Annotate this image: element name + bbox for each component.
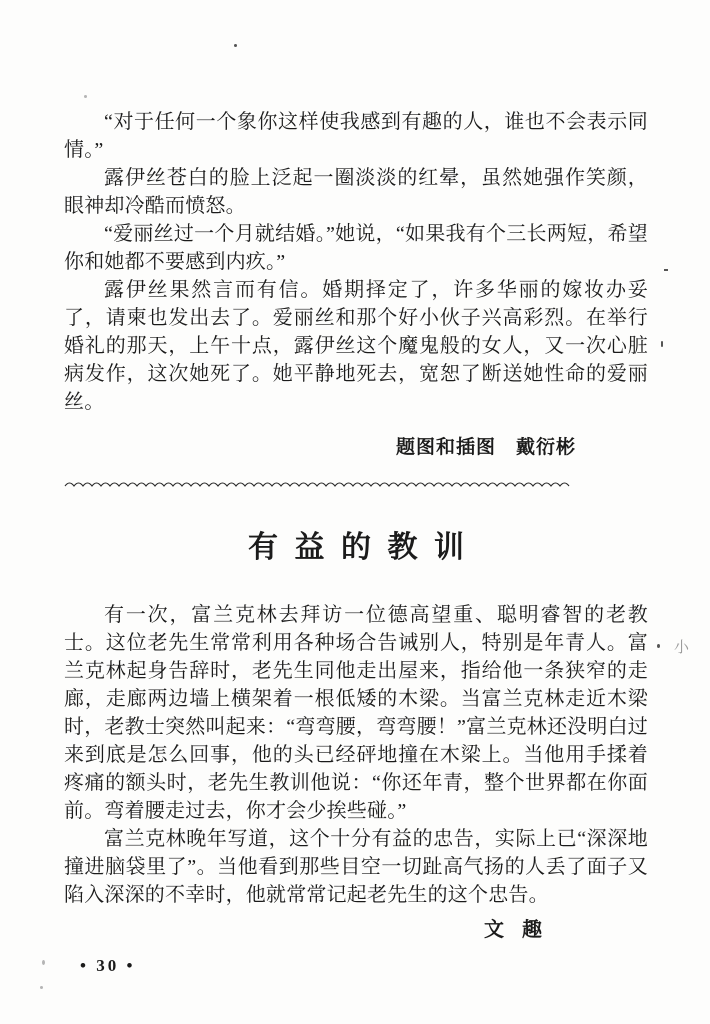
section-divider: [64, 477, 578, 489]
scan-speck: [234, 44, 237, 47]
story-ending-section: [64, 0, 648, 459]
page-number: • 30 •: [80, 956, 136, 975]
paragraph: “爱丽丝过一个月就结婚。”她说，“如果我有个三长两短，希望你和她都不要感到内疚。”: [64, 223, 648, 273]
scan-speck: [42, 960, 45, 965]
paragraph: 露伊丝果然言而有信。婚期择定了，许多华丽的嫁妆办妥了，请柬也发出去了。爱丽丝和那个好小伙子兴高彩烈。在举行婚礼的那天，上午十点，露伊丝这个魔鬼般的女人，又一次心脏病发作，这次她死了。她平静地死去，宽恕了断送她性命的爱丽丝。: [64, 279, 648, 413]
lesson-story-section: [64, 527, 648, 942]
paragraph: 露伊丝苍白的脸上泛起一圈淡淡的红晕，虽然她强作笑颜，眼神却冷酷而愤怒。: [64, 167, 648, 217]
scan-speck: [661, 341, 663, 347]
paragraph: 富兰克林晚年写道，这个十分有益的忠告，实际上已“深深地撞进脑袋里了”。当他看到那些目空一切趾高气扬的人丢了面子又陷入深深的不幸时，他就常常记起老先生的这个忠告。: [64, 828, 648, 906]
paragraph: 有一次，富兰克林去拜访一位德高望重、聪明睿智的老教士。这位老先生常常利用各种场合告诫别人，特别是年青人。富兰克林起身告辞时，老先生同他走出屋来，指给他一条狭窄的走廊，走廊两边墙上横架着一根低矮的木梁。当富兰克林走近木梁时，老教士突然叫起来：“弯弯腰，弯弯腰！”富兰克林还没明白过来到底是怎么回事，他的头已经砰地撞在木梁上。当他用手揉着疼痛的额头时，老先生教训他说：“你还年青，整个世界都在你面前。弯着腰走过去，你才会少挨些碰。”: [64, 604, 648, 822]
paragraph: “对于任何一个象你这样使我感到有趣的人，谁也不会表示同情。”: [64, 111, 648, 161]
scan-speck: [657, 644, 660, 648]
author-signature: 文趣: [484, 919, 560, 941]
scan-speck: [84, 95, 87, 98]
page-content: [64, 0, 648, 976]
margin-bleed-note: 小: [674, 640, 690, 656]
scan-speck: [664, 269, 668, 271]
story-title: 有益的教训: [248, 531, 481, 564]
wavy-divider-line: [64, 478, 578, 490]
illustration-credit: 题图和插图 戴衍彬: [395, 437, 576, 458]
scan-speck: [40, 986, 43, 989]
